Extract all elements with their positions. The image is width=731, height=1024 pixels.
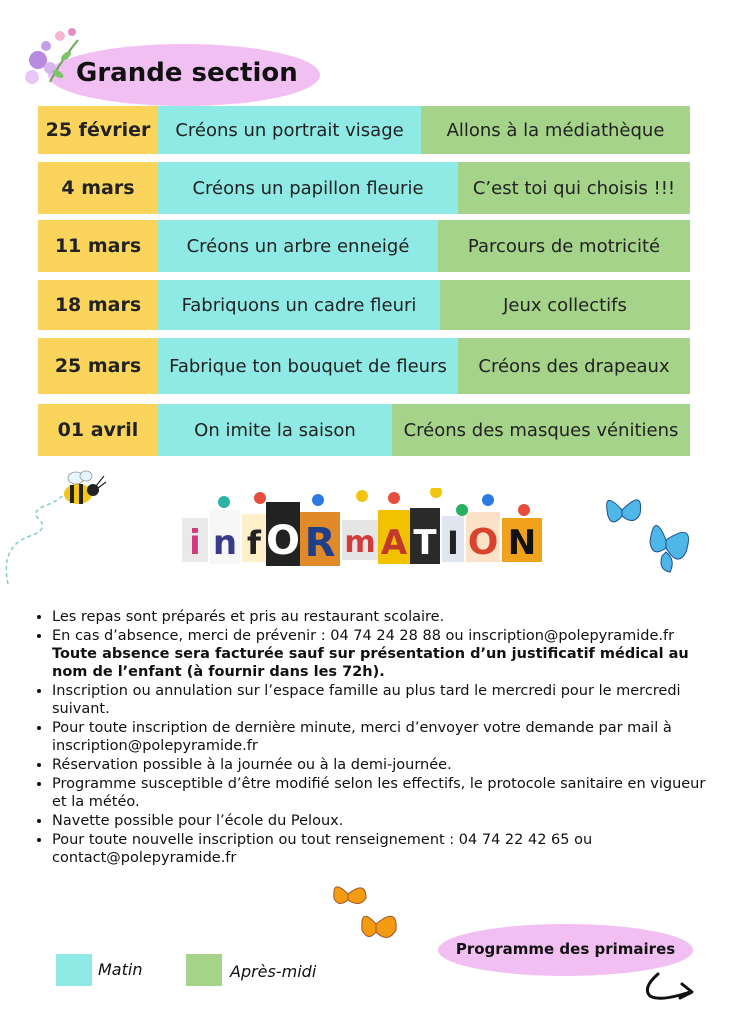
svg-text:n: n: [212, 523, 238, 563]
schedule-row: [38, 280, 690, 330]
morning-activity: On imite la saison: [158, 404, 392, 456]
svg-text:f: f: [247, 524, 261, 562]
primaires-link[interactable]: Programme des primaires: [455, 940, 676, 958]
svg-text:I: I: [447, 524, 459, 562]
rule-text: Réservation possible à la journée ou à la demi-journée.: [52, 757, 452, 773]
rule-bold-notice: Toute absence sera facturée sauf sur présentation d’un justificatif médical au nom de l’enfant (à fournir dans les 72h).: [52, 646, 689, 680]
svg-text:O: O: [265, 518, 301, 564]
list-item: [52, 608, 712, 626]
list-item: [52, 831, 712, 867]
list-item: [52, 627, 712, 681]
information-banner: [180, 488, 550, 570]
legend-afternoon-swatch: [186, 954, 222, 986]
list-item: [52, 719, 712, 755]
morning-activity: Créons un papillon fleurie: [158, 162, 458, 214]
date-cell: 18 mars: [38, 280, 158, 330]
list-item: [52, 812, 712, 830]
afternoon-activity: Créons des drapeaux: [458, 338, 690, 394]
butterflies-icon: [600, 486, 700, 578]
rule-text: Pour toute nouvelle inscription ou tout renseignement : 04 74 22 42 65 ou contact@polepyramide.fr: [52, 832, 593, 866]
svg-text:m: m: [344, 525, 376, 560]
schedule-row: [38, 162, 690, 214]
information-list: [30, 608, 712, 868]
list-item: [52, 756, 712, 774]
date-cell: 4 mars: [38, 162, 158, 214]
schedule-row: [38, 404, 690, 456]
rule-text: Programme susceptible d’être modifié selon les effectifs, le protocole sanitaire en vigueur et la météo.: [52, 776, 706, 810]
afternoon-activity: Créons des masques vénitiens: [392, 404, 690, 456]
morning-activity: Fabrique ton bouquet de fleurs: [158, 338, 458, 394]
date-cell: 11 mars: [38, 220, 158, 272]
list-item: [52, 682, 712, 718]
schedule-row: [38, 220, 690, 272]
svg-text:A: A: [380, 523, 408, 563]
page-title: Grande section: [76, 58, 298, 88]
rule-text: Navette possible pour l’école du Peloux.: [52, 813, 344, 829]
schedule-row: [38, 106, 690, 154]
afternoon-activity: Allons à la médiathèque: [421, 106, 690, 154]
svg-text:T: T: [413, 523, 437, 563]
arrow-right-icon[interactable]: [640, 970, 700, 1006]
legend-afternoon-label: Après-midi: [230, 962, 317, 981]
rule-text: Les repas sont préparés et pris au restaurant scolaire.: [52, 609, 445, 625]
date-cell: 25 mars: [38, 338, 158, 394]
schedule-row: [38, 338, 690, 394]
date-cell: 25 février: [38, 106, 158, 154]
svg-text:R: R: [304, 520, 336, 566]
list-item: [52, 775, 712, 811]
bee-icon: [0, 466, 110, 586]
rule-text: En cas d’absence, merci de prévenir : 04 74 24 28 88 ou inscription@polepyramide.fr: [52, 628, 675, 644]
legend-morning-label: Matin: [98, 960, 143, 979]
morning-activity: Créons un arbre enneigé: [158, 220, 438, 272]
rule-text: Inscription ou annulation sur l’espace famille au plus tard le mercredi pour le mercredi suivant.: [52, 683, 681, 717]
date-cell: 01 avril: [38, 404, 158, 456]
svg-text:N: N: [507, 523, 537, 563]
rule-text: Pour toute inscription de dernière minute, merci d’envoyer votre demande par mail à inscription@polepyramide.fr: [52, 720, 672, 754]
afternoon-activity: Parcours de motricité: [438, 220, 690, 272]
morning-activity: Fabriquons un cadre fleuri: [158, 280, 440, 330]
orange-butterflies-icon: [330, 876, 404, 950]
legend-morning-swatch: [56, 954, 92, 986]
svg-text:O: O: [467, 522, 499, 563]
afternoon-activity: C’est toi qui choisis !!!: [458, 162, 690, 214]
morning-activity: Créons un portrait visage: [158, 106, 421, 154]
afternoon-activity: Jeux collectifs: [440, 280, 690, 330]
svg-text:i: i: [189, 523, 201, 563]
